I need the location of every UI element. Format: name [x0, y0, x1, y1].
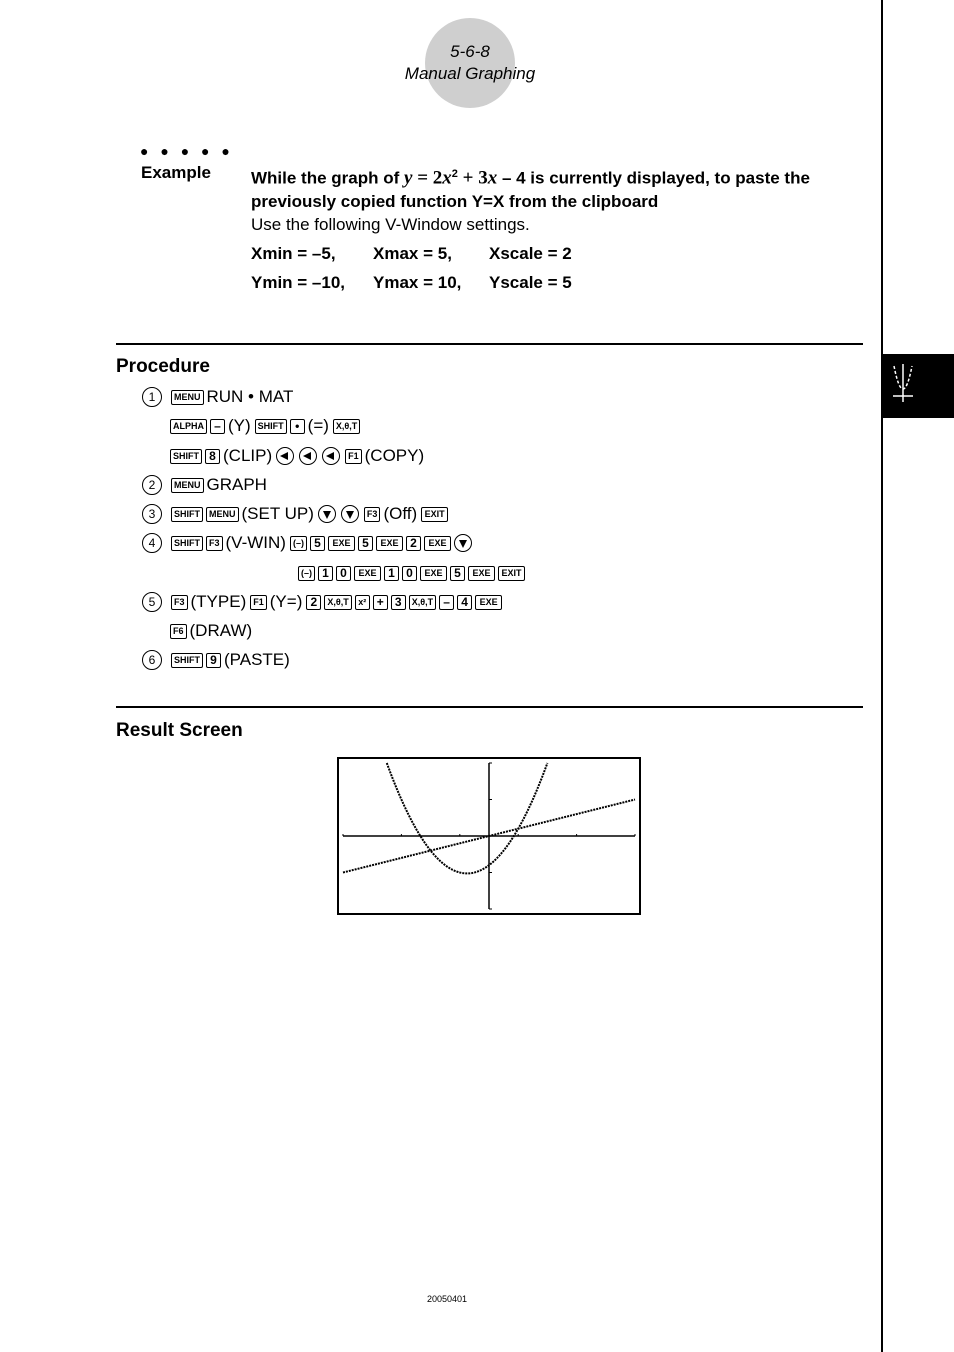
menu-key: MENU: [171, 478, 204, 493]
exit-key: EXIT: [498, 566, 525, 581]
step-1-line-2: ALPHA – (Y) SHIFT • (=) X,θ,T: [170, 415, 363, 437]
step-5: 5 F3 (TYPE) F1 (Y=) 2 X,θ,T x² + 3 X,θ,T – 4 EXE: [142, 591, 505, 613]
down-arrow-icon: [341, 505, 359, 523]
f1-key: F1: [250, 595, 267, 610]
parabola-curve: [387, 763, 548, 873]
exe-key: EXE: [475, 595, 502, 610]
minus-key: –: [210, 419, 225, 434]
example-label: Example: [141, 163, 211, 182]
3-key: 3: [391, 595, 406, 610]
0-key: 0: [402, 566, 417, 581]
graph-plot: [339, 759, 639, 913]
dot-key: •: [290, 419, 305, 434]
2-key: 2: [306, 595, 321, 610]
footer-code: 20050401: [426, 1294, 468, 1304]
exe-key: EXE: [354, 566, 381, 581]
left-arrow-icon: [276, 447, 294, 465]
f6-key: F6: [170, 624, 187, 639]
left-arrow-icon: [322, 447, 340, 465]
section-divider: [116, 706, 863, 708]
exe-key: EXE: [424, 536, 451, 551]
exe-key: EXE: [328, 536, 355, 551]
exit-key: EXIT: [421, 507, 448, 522]
5-key: 5: [310, 536, 325, 551]
shift-key: SHIFT: [255, 419, 287, 434]
f1-key: F1: [345, 449, 362, 464]
xthetat-key: X,θ,T: [324, 595, 351, 610]
down-arrow-icon: [318, 505, 336, 523]
step-number: 6: [142, 650, 162, 670]
procedure-heading: Procedure: [116, 356, 210, 377]
xthetat-key: X,θ,T: [333, 419, 360, 434]
calculator-graph-screen: [337, 757, 641, 915]
graph-mode-icon: [883, 354, 954, 418]
4-key: 4: [457, 595, 472, 610]
minus-key: –: [439, 595, 454, 610]
shift-key: SHIFT: [171, 536, 203, 551]
8-key: 8: [205, 449, 220, 464]
exe-key: EXE: [468, 566, 495, 581]
right-margin-rule: [881, 0, 883, 1352]
step-1-line-3: SHIFT 8 (CLIP) F1 (COPY): [170, 445, 428, 467]
5-key: 5: [450, 566, 465, 581]
section-title: Manual Graphing: [404, 64, 536, 83]
step-number: 2: [142, 475, 162, 495]
1-key: 1: [318, 566, 333, 581]
neg-key: (–): [298, 566, 315, 581]
step-number: 4: [142, 533, 162, 553]
step-number: 5: [142, 592, 162, 612]
step-number: 3: [142, 504, 162, 524]
section-divider: [116, 343, 863, 345]
example-bullets: ● ● ● ● ●: [140, 143, 234, 159]
exe-key: EXE: [420, 566, 447, 581]
step-3: 3 SHIFT MENU (SET UP) F3 (Off) EXIT: [142, 503, 451, 525]
down-arrow-icon: [454, 534, 472, 552]
plus-key: +: [373, 595, 388, 610]
shift-key: SHIFT: [170, 449, 202, 464]
step-4: 4 SHIFT F3 (V-WIN) (–) 5 EXE 5 EXE 2 EXE: [142, 532, 477, 554]
neg-key: (–): [290, 536, 307, 551]
page-number: 5-6-8: [450, 42, 490, 61]
f3-key: F3: [171, 595, 188, 610]
result-heading: Result Screen: [116, 720, 243, 741]
1-key: 1: [384, 566, 399, 581]
step-5-line-2: F6 (DRAW): [170, 620, 256, 642]
step-4-line-2: [298, 562, 528, 584]
exe-key: EXE: [376, 536, 403, 551]
f3-key: F3: [206, 536, 223, 551]
square-key: x²: [355, 595, 370, 610]
menu-key: MENU: [206, 507, 239, 522]
chapter-tab: [883, 354, 954, 418]
step-1: 1 MENU RUN • MAT: [142, 386, 297, 408]
xthetat-key: X,θ,T: [409, 595, 436, 610]
0-key: 0: [336, 566, 351, 581]
header-circle: [425, 18, 515, 108]
9-key: 9: [206, 653, 221, 668]
shift-key: SHIFT: [171, 653, 203, 668]
alpha-key: ALPHA: [170, 419, 207, 434]
step-6: 6 SHIFT 9 (PASTE): [142, 649, 294, 671]
shift-key: SHIFT: [171, 507, 203, 522]
example-title: While the graph of $y = 2x^2 + 3x - 4$ is currently displayed, to paste the previously copied function Y=X from the clipboard: [251, 167, 810, 211]
menu-key: MENU: [171, 390, 204, 405]
5-key: 5: [358, 536, 373, 551]
step-number: 1: [142, 387, 162, 407]
f3-key: F3: [364, 507, 381, 522]
left-arrow-icon: [299, 447, 317, 465]
step-2: 2 MENU GRAPH: [142, 474, 271, 496]
2-key: 2: [406, 536, 421, 551]
vwindow-instruction: Use the following V-Window settings.: [251, 215, 530, 234]
